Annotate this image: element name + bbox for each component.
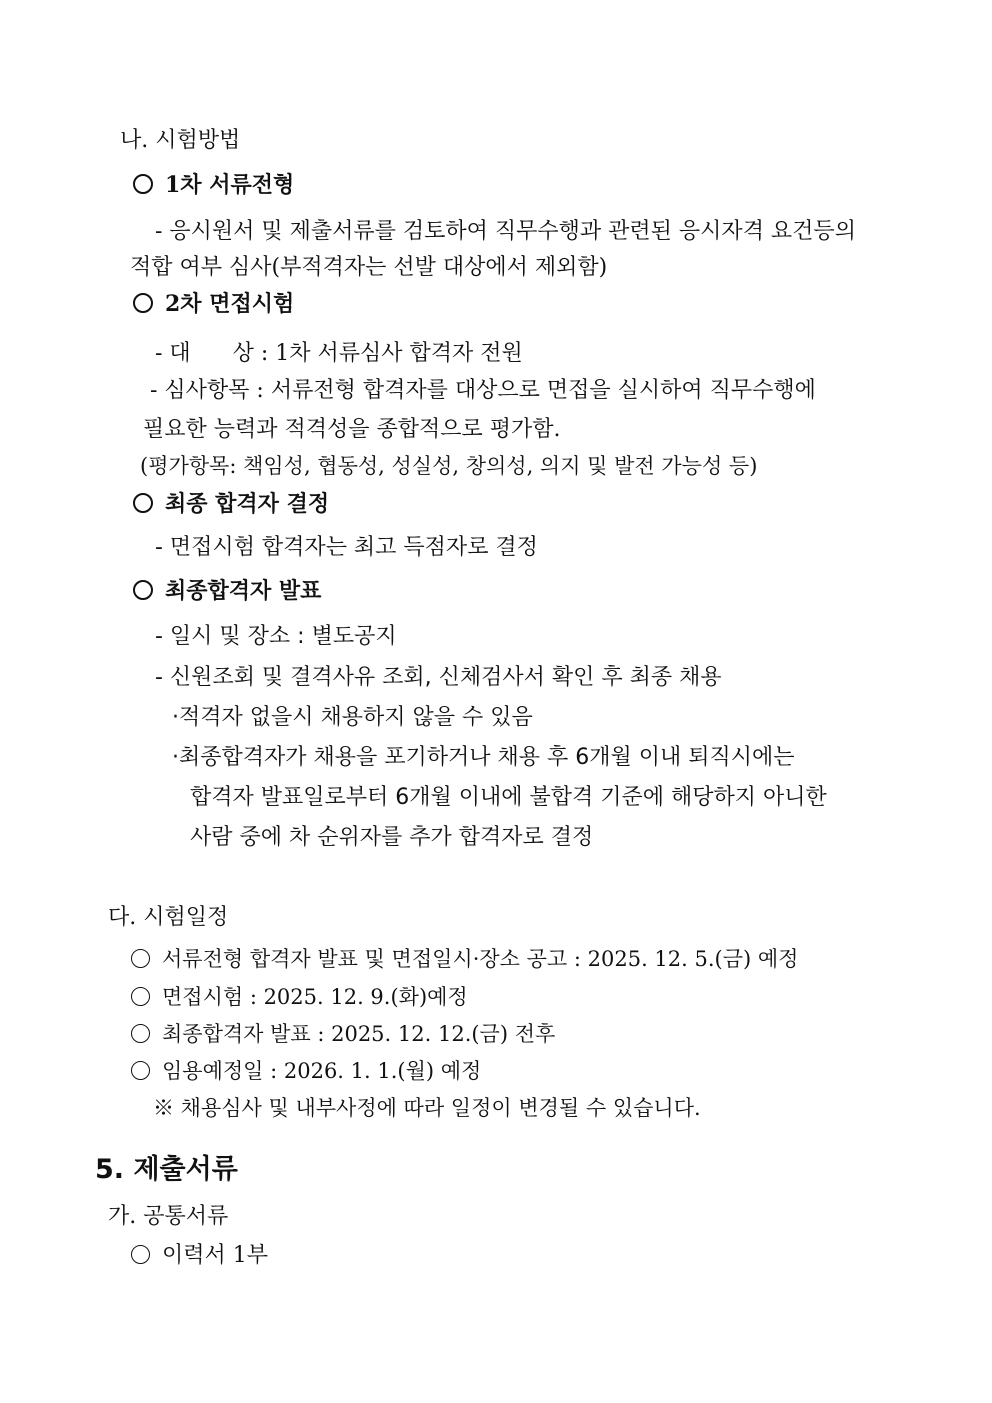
schedule-note: ※ 채용심사 및 내부사정에 따라 일정이 변경될 수 있습니다. <box>153 1096 701 1120</box>
section5-item-1-text: 이력서 1부 <box>162 1243 268 1268</box>
circle-bullet-icon <box>133 174 153 194</box>
step2-target-value: : 1차 서류심사 합격자 전원 <box>260 341 523 366</box>
step4-bullet2-line3: 사람 중에 차 순위자를 추가 합격자로 결정 <box>190 825 594 850</box>
circle-bullet-icon <box>133 580 153 600</box>
step2-target-label: - 대 상 <box>155 341 254 366</box>
step3-heading <box>133 493 329 515</box>
schedule-item-3-text: 최종합격자 발표 : 2025. 12. 12.(금) 전후 <box>162 1022 556 1046</box>
step4-bullet1: ·적격자 없을시 채용하지 않을 수 있음 <box>172 705 533 730</box>
schedule-item-4 <box>131 1061 481 1082</box>
circle-bullet-icon <box>131 987 150 1006</box>
step4-bullet2-line1: ·최종합격자가 채용을 포기하거나 채용 후 6개월 이내 퇴직시에는 <box>172 745 795 770</box>
step4-heading-text: 최종합격자 발표 <box>165 578 322 604</box>
section5-title: 5. 제출서류 <box>95 1154 238 1185</box>
step2-target <box>155 343 523 365</box>
circle-bullet-icon <box>133 293 153 313</box>
step4-line2: - 신원조회 및 결격사유 조회, 신체검사서 확인 후 최종 채용 <box>155 665 722 690</box>
step4-line1: - 일시 및 장소 : 별도공지 <box>155 624 397 649</box>
step3-heading-text: 최종 합격자 결정 <box>165 491 330 517</box>
schedule-item-1-text: 서류전형 합격자 발표 및 면접일시·장소 공고 : 2025. 12. 5.(금) 예정 <box>162 947 799 971</box>
section5-sub-title: 가. 공통서류 <box>108 1204 229 1229</box>
schedule-item-4-text: 임용예정일 : 2026. 1. 1.(월) 예정 <box>162 1059 482 1083</box>
circle-bullet-icon <box>133 493 153 513</box>
section5-item-1 <box>131 1245 268 1267</box>
step2-heading-text: 2차 면접시험 <box>165 291 295 317</box>
step1-desc-line2: 적합 여부 심사(부적격자는 선발 대상에서 제외함) <box>130 255 608 280</box>
section-na-title: 나. 시험방법 <box>120 128 241 153</box>
step2-heading <box>133 293 294 315</box>
schedule-item-1 <box>131 949 798 970</box>
schedule-item-3 <box>131 1024 555 1045</box>
step3-desc: - 면접시험 합격자는 최고 득점자로 결정 <box>155 535 538 560</box>
step2-items-line3: (평가항목: 책임성, 협동성, 성실성, 창의성, 의지 및 발전 가능성 등) <box>140 454 758 478</box>
circle-bullet-icon <box>131 1245 150 1264</box>
schedule-item-2 <box>131 987 468 1008</box>
step1-heading-text: 1차 서류전형 <box>165 172 295 198</box>
section-da-title: 다. 시험일정 <box>108 905 229 930</box>
circle-bullet-icon <box>131 1061 150 1080</box>
circle-bullet-icon <box>131 1024 150 1043</box>
step1-desc-line1: - 응시원서 및 제출서류를 검토하여 직무수행과 관련된 응시자격 요건등의 <box>155 219 856 244</box>
step1-heading <box>133 174 294 196</box>
circle-bullet-icon <box>131 949 150 968</box>
step4-bullet2-line2: 합격자 발표일로부터 6개월 이내에 불합격 기준에 해당하지 아니한 <box>190 785 827 810</box>
step2-items-line2: 필요한 능력과 적격성을 종합적으로 평가함. <box>143 417 561 442</box>
step4-heading <box>133 580 321 602</box>
schedule-item-2-text: 면접시험 : 2025. 12. 9.(화)예정 <box>162 985 468 1009</box>
step2-items-line1: - 심사항목 : 서류전형 합격자를 대상으로 면접을 실시하여 직무수행에 <box>150 378 816 403</box>
